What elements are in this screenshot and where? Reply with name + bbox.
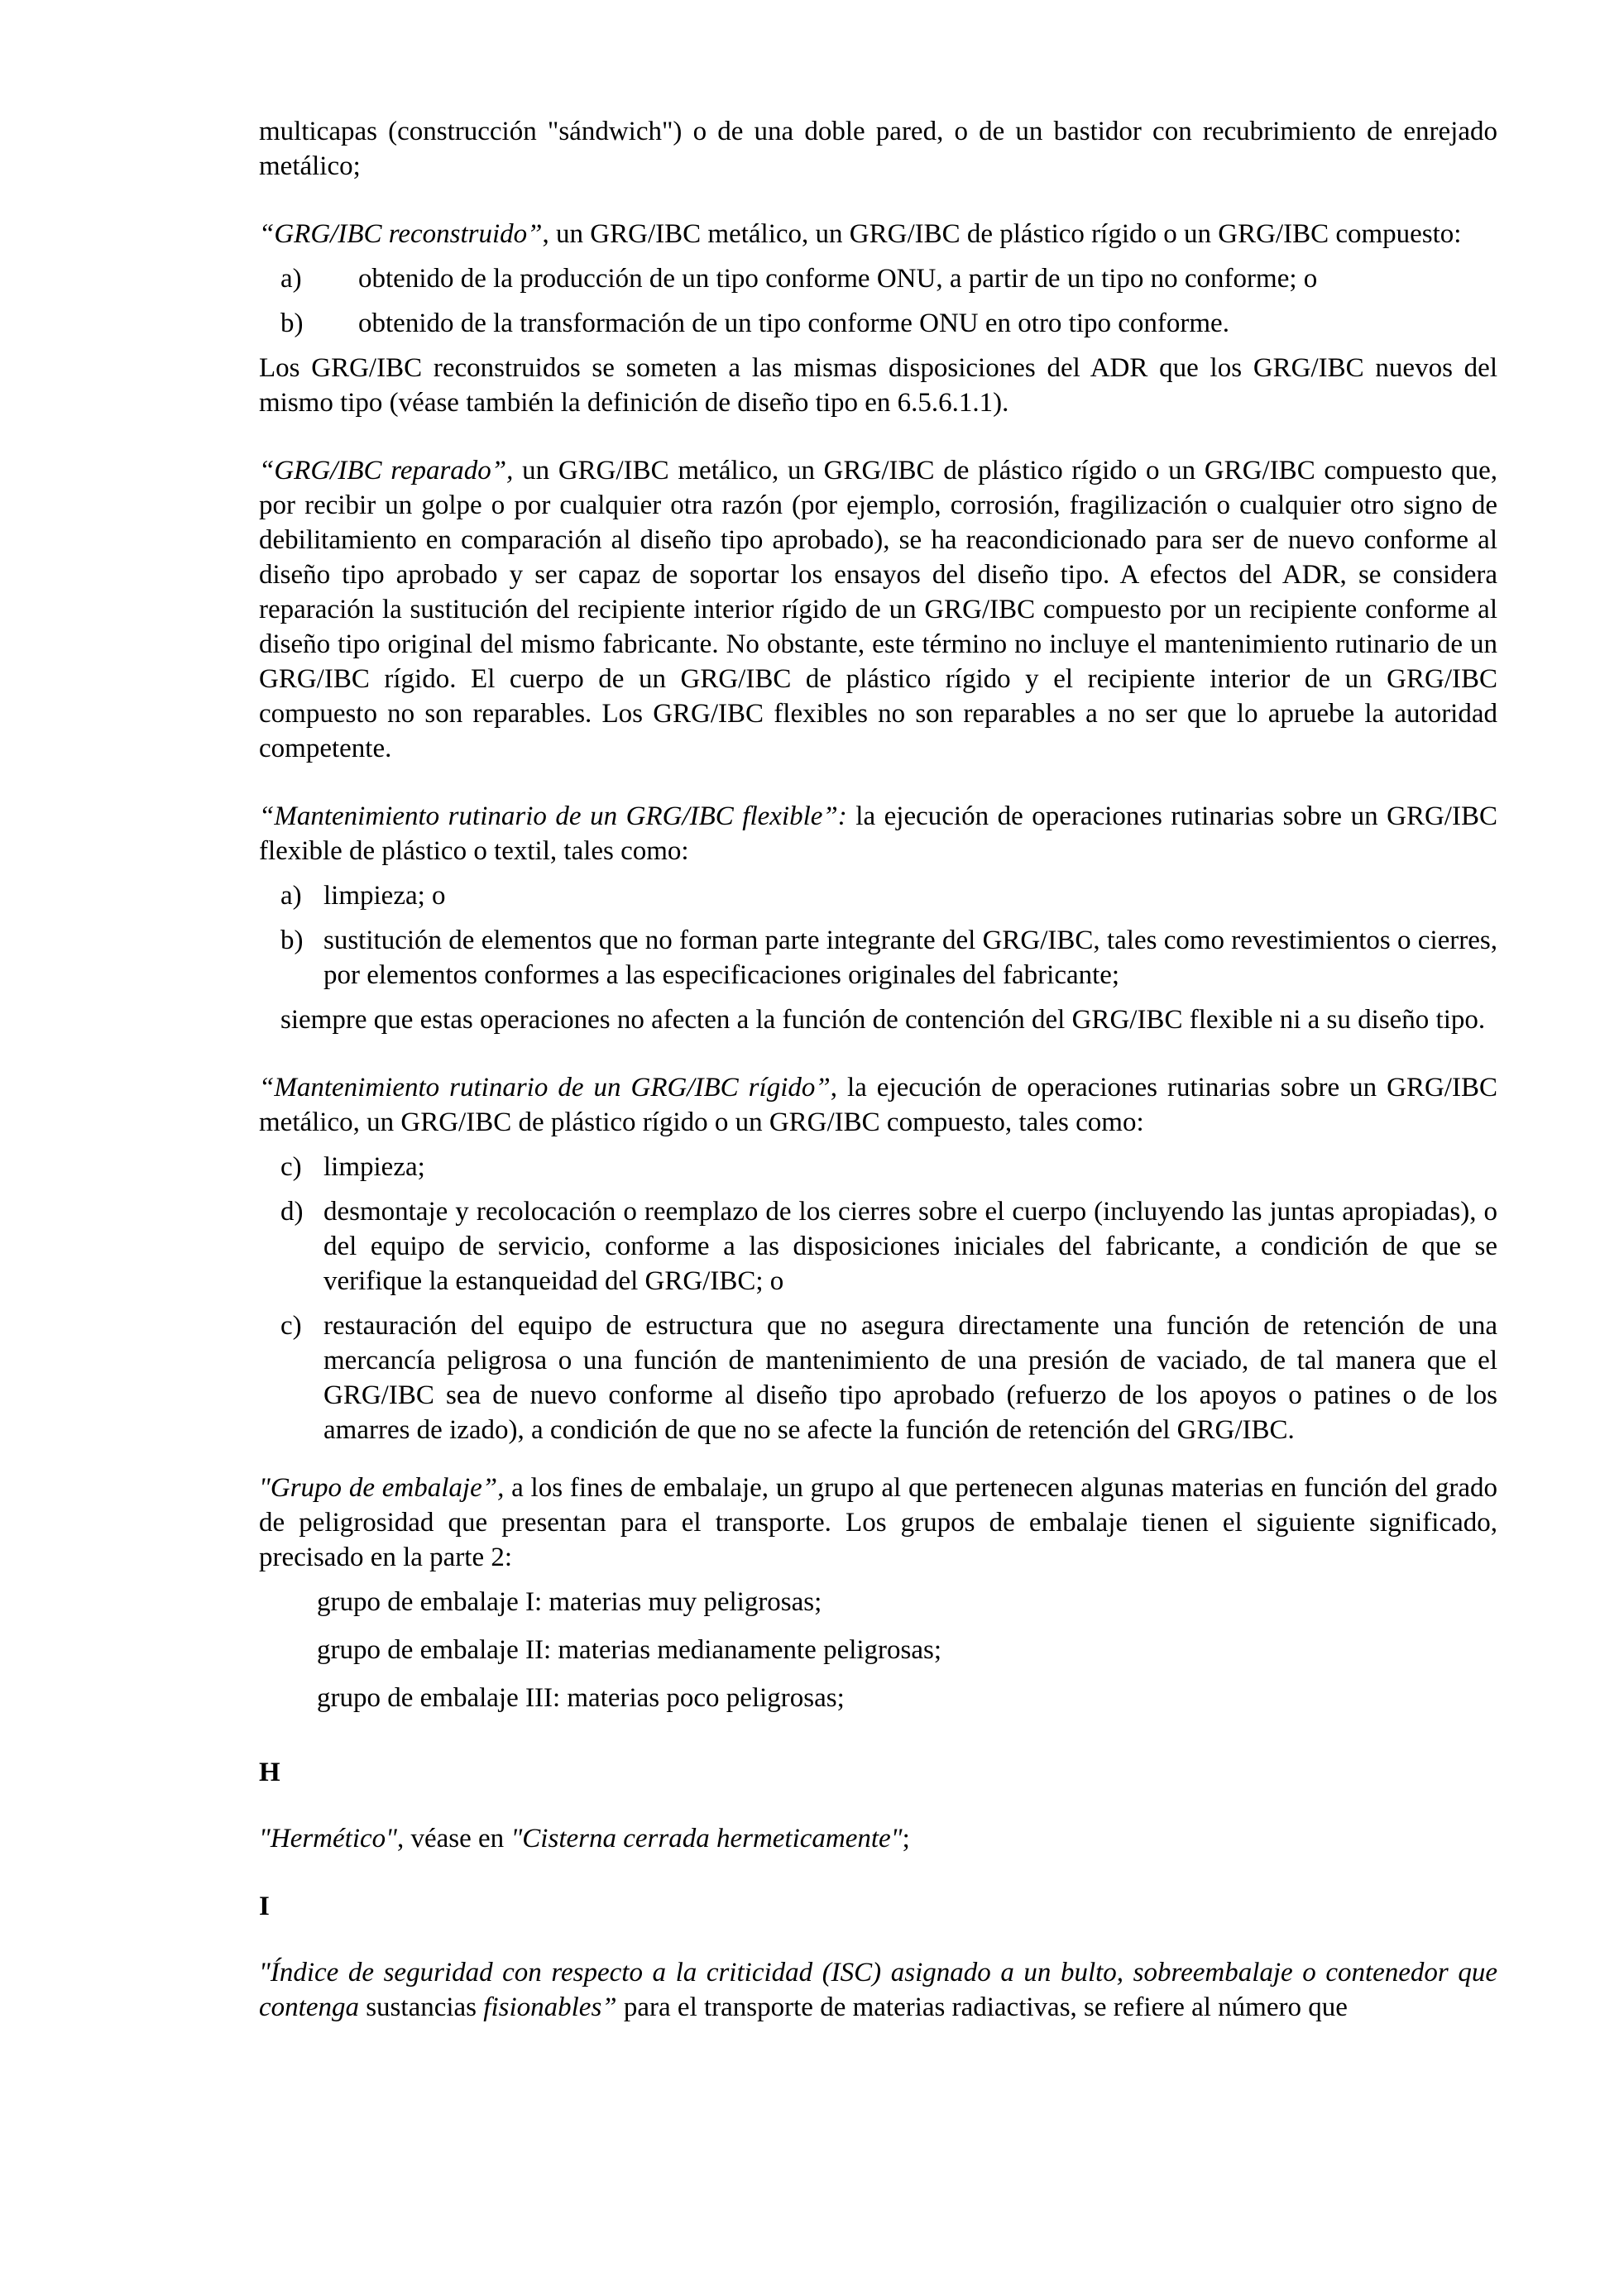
definition-mant-rigido xyxy=(259,1070,1497,1140)
list-item-text: limpieza; xyxy=(323,1152,425,1182)
term-mant-rigido: “Mantenimiento rutinario de un GRG/IBC rígido” xyxy=(259,1073,831,1103)
list-item-text: restauración del equipo de estructura que no asegura directamente una función de retención de una mercancía peligrosa o una función de mantenimiento de una presión de vaciado, de tal manera que el GRG/IBC sea de nuevo conforme al diseño tipo aprobado (refuerzo de los apoyos o patines o de los amarres de izado), a condición de que no se afecte la función de retención del GRG/IBC. xyxy=(323,1311,1497,1445)
list-item-label: a) xyxy=(280,881,302,911)
term-indice: "Índice de seguridad con respecto a la criticidad (ISC) asignado a un bulto, sobreembalaje o contenedor que contenga xyxy=(259,1958,1497,2022)
hermetico-ref: "Cisterna cerrada hermeticamente" xyxy=(510,1824,903,1854)
hermetico-mid: , véase en xyxy=(397,1824,511,1854)
list-item-label: c) xyxy=(280,1152,302,1182)
definition-indice-text: para el transporte de materias radiactivas, se refiere al número que xyxy=(616,1992,1348,2022)
grupo-line-1: grupo de embalaje I: materias muy peligrosas; xyxy=(317,1587,822,1617)
indice-mid: sustancias xyxy=(358,1992,484,2022)
list-item xyxy=(259,261,1497,296)
list-reconstruido xyxy=(259,261,1497,341)
list-item xyxy=(259,923,1497,993)
list-item xyxy=(259,306,1497,341)
list-item-label: b) xyxy=(280,309,304,338)
definition-grupo-text: a los fines de embalaje, un grupo al que pertenecen algunas materias en función del grado de peligrosidad que presentan para el transporte. Los grupos de embalaje tienen el siguiente significado, precisado en la parte 2: xyxy=(259,1473,1498,1572)
definition-hermetico xyxy=(259,1821,1497,1856)
definition-reparado xyxy=(259,453,1497,766)
definition-grupo xyxy=(259,1471,1497,1575)
term-reparado: “GRG/IBC reparado”, xyxy=(259,456,514,486)
list-item-text: sustitución de elementos que no forman parte integrante del GRG/IBC, tales como revestimientos o cierres, por elementos conformes a las especificaciones originales del fabricante; xyxy=(323,926,1497,990)
list-item-text: desmontaje y recolocación o reemplazo de los cierres sobre el cuerpo (incluyendo las juntas apropiadas), o del equipo de servicio, conforme a las disposiciones iniciales del fabricante, a condición de que se verifique la estanqueidad del GRG/IBC; o xyxy=(323,1197,1497,1296)
section-heading-h: H xyxy=(259,1758,280,1787)
grupo-line-2: grupo de embalaje II: materias medianamente peligrosas; xyxy=(317,1635,942,1665)
definition-reconstruido xyxy=(259,217,1497,251)
list-mant-flexible xyxy=(259,878,1497,993)
definition-reconstruido-text: , un GRG/IBC metálico, un GRG/IBC de plástico rígido o un GRG/IBC compuesto: xyxy=(542,219,1462,249)
definition-reparado-text: un GRG/IBC metálico, un GRG/IBC de plástico rígido o un GRG/IBC compuesto que, por recibir un golpe o por cualquier otra razón (por ejemplo, corrosión, fragilización o cualquier otro signo de debilitamiento en comparación al diseño tipo aprobado), se ha reacondicionado para ser de nuevo conforme al diseño tipo aprobado y ser capaz de soportar los ensayos del diseño tipo. A efectos del ADR, se considera reparación la sustitución del recipiente interior rígido de un GRG/IBC compuesto por un recipiente conforme al diseño tipo original del mismo fabricante. No obstante, este término no incluye el mantenimiento rutinario de un GRG/IBC rígido. El cuerpo de un GRG/IBC de plástico rígido y el recipiente interior de un GRG/IBC compuesto no son reparables. Los GRG/IBC flexibles no son reparables a no ser que lo apruebe la autoridad competente. xyxy=(259,456,1497,763)
term-hermetico: "Hermético" xyxy=(259,1824,397,1854)
definition-mant-flexible-text: la ejecución de operaciones rutinarias sobre un GRG/IBC flexible de plástico o textil, tales como: xyxy=(259,801,1497,866)
list-item-label: c) xyxy=(280,1311,302,1341)
list-item-text: limpieza; o xyxy=(323,881,446,911)
list-item xyxy=(259,1308,1497,1447)
list-item xyxy=(259,1194,1497,1299)
term-indice-fisionables: fisionables” xyxy=(483,1992,617,2022)
list-item-text: obtenido de la producción de un tipo conforme ONU, a partir de un tipo no conforme; o xyxy=(358,264,1318,294)
list-item-text: obtenido de la transformación de un tipo conforme ONU en otro tipo conforme. xyxy=(358,309,1229,338)
list-item-label: b) xyxy=(280,926,304,955)
definition-mant-flexible xyxy=(259,799,1497,868)
note-mant-flexible: siempre que estas operaciones no afecten a la función de contención del GRG/IBC flexible ni a su diseño tipo. xyxy=(280,1005,1486,1035)
term-grupo: "Grupo de embalaje”, xyxy=(259,1473,505,1503)
definition-mant-rigido-text: , la ejecución de operaciones rutinarias sobre un GRG/IBC metálico, un GRG/IBC de plástico rígido o un GRG/IBC compuesto, tales como: xyxy=(259,1073,1497,1137)
list-item-label: a) xyxy=(280,264,302,294)
grupo-line-3: grupo de embalaje III: materias poco peligrosas; xyxy=(317,1683,845,1713)
hermetico-end: ; xyxy=(902,1824,910,1854)
note-reconstruido: Los GRG/IBC reconstruidos se someten a las mismas disposiciones del ADR que los GRG/IBC nuevos del mismo tipo (véase también la definición de diseño tipo en 6.5.6.1.1). xyxy=(259,353,1497,418)
term-mant-flexible: “Mantenimiento rutinario de un GRG/IBC flexible”: xyxy=(259,801,847,831)
intro-paragraph: multicapas (construcción "sándwich") o de una doble pared, o de un bastidor con recubrimiento de enrejado metálico; xyxy=(259,117,1497,181)
list-item-label: d) xyxy=(280,1197,304,1227)
list-mant-rigido xyxy=(259,1150,1497,1447)
document-body xyxy=(259,114,1497,2025)
definition-indice xyxy=(259,1955,1497,2025)
term-reconstruido: “GRG/IBC reconstruido” xyxy=(259,219,543,249)
section-heading-i: I xyxy=(259,1892,270,1921)
list-item xyxy=(259,878,1497,913)
list-item xyxy=(259,1150,1497,1184)
